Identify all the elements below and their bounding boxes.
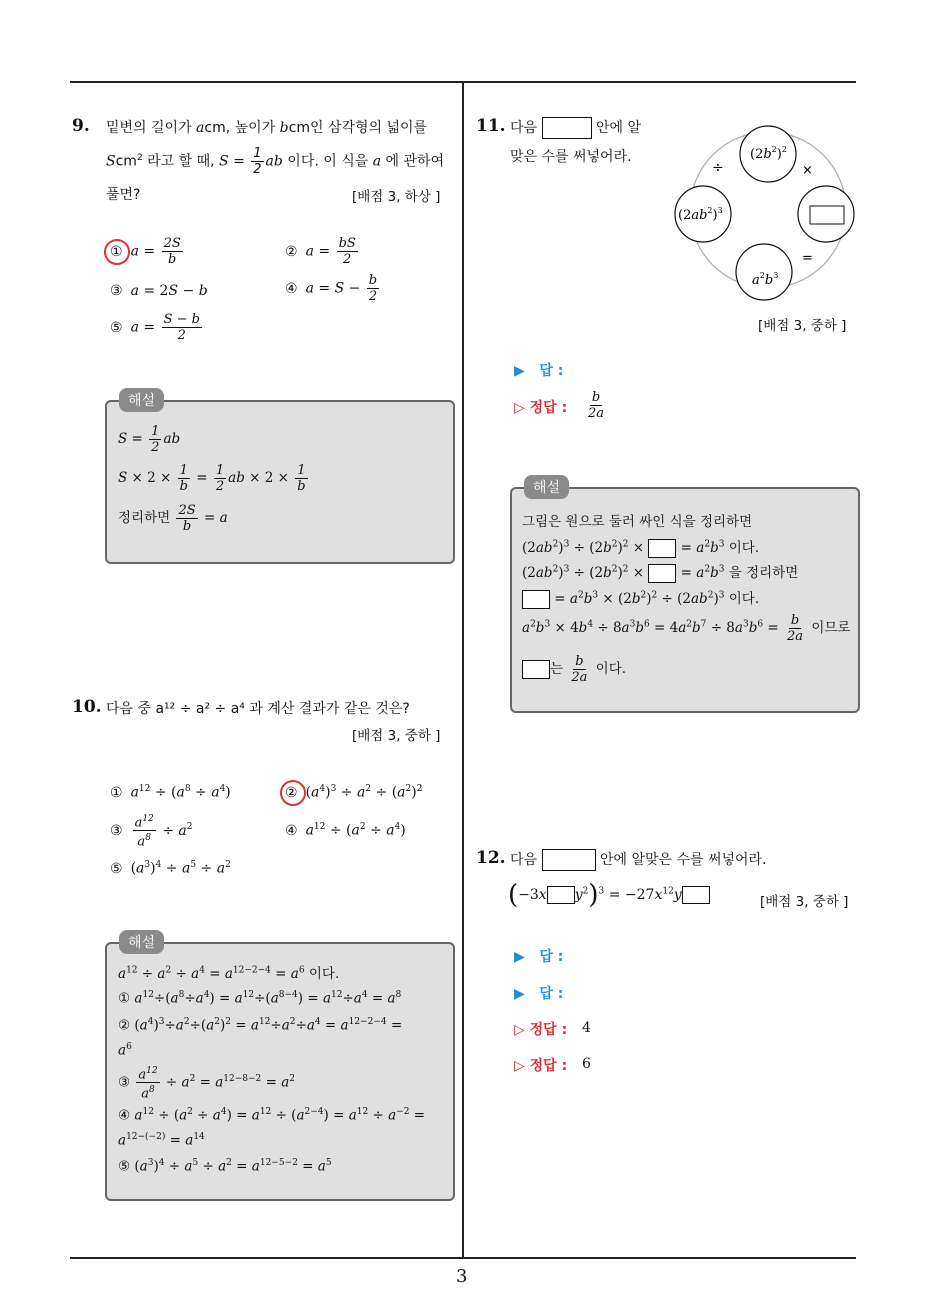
- q10-sol-line2: ① $a^{12}\div(a^8\div a^4) = a^{12}\div(a^{8-4}) = a^{12}\div a^4 = a^8$: [118, 990, 402, 1007]
- bottom-rule: [70, 1257, 856, 1259]
- q12-correct-label-2: ▷ 정답 :: [514, 1058, 568, 1074]
- q11-answer-label: ▶ 답 :: [514, 363, 564, 379]
- q12-correct-label-1: ▷ 정답 :: [514, 1022, 568, 1038]
- q12-correct-value-1: 4: [582, 1020, 591, 1036]
- q11-sol-line3: $(2ab^2)^3 \div (2b^2)^2$ × = $a^2b^3$ 을 정리하면: [522, 564, 799, 581]
- q10-option-4[interactable]: ④ $a^{12} \div (a^2 \div a^4)$: [285, 822, 406, 839]
- q10-sol-line3: ② $(a^4)^3\div a^2\div(a^2)^2 = a^{12}\div a^2\div a^4 = a^{12-2-4}$ =: [118, 1017, 403, 1034]
- center-divider: [462, 82, 464, 1258]
- svg-text:a2b3: $a^2b^3$: [752, 271, 779, 288]
- q11-sol-line1: 그림은 원으로 둘러 싸인 식을 정리하면: [522, 514, 753, 530]
- q10-text: 다음 중 a¹² ÷ a² ÷ a⁴ 과 계산 결과가 같은 것은?: [106, 701, 410, 717]
- q11-correct-value: $\frac{b}{2a}$: [588, 390, 605, 421]
- q11-sol-line6: 는 $\frac{b}{2a}$ 이다.: [522, 654, 626, 685]
- svg-text:÷: ÷: [712, 160, 724, 176]
- q9-sol-line3: 정리하면 $\frac{2S}{b}$ = a: [118, 503, 228, 534]
- q12-answer-label-1: ▶ 답 :: [514, 949, 564, 965]
- q10-sol-line6: ④ $a^{12} \div (a^2 \div a^4) = a^{12} \div (a^{2-4}) = a^{12} \div a^{-2}$ =: [118, 1107, 426, 1124]
- q12-blank-box: [542, 849, 596, 871]
- q9-option-2[interactable]: ② a = $\frac{bS}{2}$: [285, 236, 356, 267]
- q12-equation: (−3x $y^2)^3 = -27x^{12}y$: [508, 880, 710, 910]
- q10-sol-line8: ⑤ $(a^3)^4 \div a^5 \div a^2 = a^{12-5-2} = a^5$: [118, 1158, 332, 1175]
- q11-score: [배점 3, 중하 ]: [758, 318, 847, 334]
- q11-sol-line5: $a^2b^3 \times 4b^4 \div 8a^3b^6 = 4a^2b^7 \div 8a^3b^6$ = $\frac{b}{2a}$ 이므로: [522, 613, 851, 644]
- q12-number: 12.: [476, 848, 506, 868]
- q11-blank-box: [542, 117, 592, 139]
- q9-option-5[interactable]: ⑤ a = $\frac{S - b}{2}$: [110, 312, 200, 343]
- q10-solution-tag: 해설: [119, 930, 164, 954]
- q10-number: 10.: [72, 697, 102, 717]
- q9-option-1[interactable]: ① a = $\frac{2S}{b}$: [110, 236, 181, 267]
- q9-option-3[interactable]: ③ a = 2S − b: [110, 283, 208, 299]
- q11-text-line2: 맞은 수를 써넣어라.: [510, 149, 632, 165]
- q11-solution-tag: 해설: [524, 475, 569, 499]
- q10-score: [배점 3, 중하 ]: [352, 728, 441, 744]
- q12-text: 다음 안에 알맞은 수를 써넣어라.: [510, 845, 767, 875]
- q9-option-4[interactable]: ④ a = S − $\frac{b}{2}$: [285, 273, 378, 304]
- q11-cycle-diagram: [668, 122, 858, 302]
- q9-sol-line2: S × 2 × $\frac{1}{b}$ = $\frac{1}{2}$ ab × 2 × $\frac{1}{b}$: [118, 463, 306, 494]
- q10-option-3[interactable]: ③ $\frac{a^{12}}{a^8}$ ÷ $a^2$: [110, 814, 193, 850]
- q10-sol-line4: $a^6$: [118, 1042, 132, 1059]
- q9-text-line3: 풀면?: [106, 187, 141, 203]
- q10-option-5[interactable]: ⑤ $(a^3)^4 \div a^5 \div a^2$: [110, 860, 231, 877]
- svg-text:(2b2)2: $(2b^2)^2$: [750, 145, 787, 162]
- svg-text:=: =: [802, 251, 813, 266]
- q10-sol-line1: $a^{12} \div a^2 \div a^4 = a^{12-2-4} = a^6$ 이다.: [118, 965, 340, 982]
- page-number: 3: [456, 1266, 468, 1287]
- q10-option-2[interactable]: ② $(a^4)^3 \div a^2 \div (a^2)^2$: [285, 784, 423, 801]
- q11-text-line1: 다음 안에 알: [510, 113, 641, 143]
- q11-sol-line4: = $a^2b^3 \times (2b^2)^2 \div (2ab^2)^3$ 이다.: [522, 587, 759, 609]
- q9-number: 9.: [72, 116, 90, 136]
- q9-sol-line1: S = $\frac{1}{2}$ ab: [118, 424, 181, 455]
- q12-answer-label-2: ▶ 답 :: [514, 986, 564, 1002]
- q9-solution-tag: 해설: [119, 388, 164, 412]
- q11-correct-label: ▷ 정답 :: [514, 400, 568, 416]
- q11-sol-line2: $(2ab^2)^3 \div (2b^2)^2$ × = $a^2b^3$ 이다.: [522, 539, 760, 556]
- q12-score: [배점 3, 중하 ]: [760, 894, 849, 910]
- q9-score: [배점 3, 하상 ]: [352, 189, 441, 205]
- q12-correct-value-2: 6: [582, 1056, 591, 1072]
- q9-text-line2: Scm$^2$ 라고 할 때, S = $\frac{1}{2}$ ab 이다. 이 식을 a 에 관하여: [106, 146, 445, 178]
- svg-text:×: ×: [802, 163, 813, 178]
- svg-text:(2ab2)3: $(2ab^2)^3$: [678, 206, 723, 223]
- q10-sol-line5: ③ $\frac{a^{12}}{a^8}$ ÷ $a^2 = a^{12-8-2} = a^2$: [118, 1066, 295, 1102]
- q11-number: 11.: [476, 116, 506, 136]
- q10-option-1[interactable]: ① $a^{12} \div (a^8 \div a^4)$: [110, 784, 231, 801]
- q9-text-line1: 밑변의 길이가 acm, 높이가 bcm인 삼각형의 넓이를: [106, 120, 428, 136]
- q10-sol-line7: $a^{12-(-2)} = a^{14}$: [118, 1132, 205, 1149]
